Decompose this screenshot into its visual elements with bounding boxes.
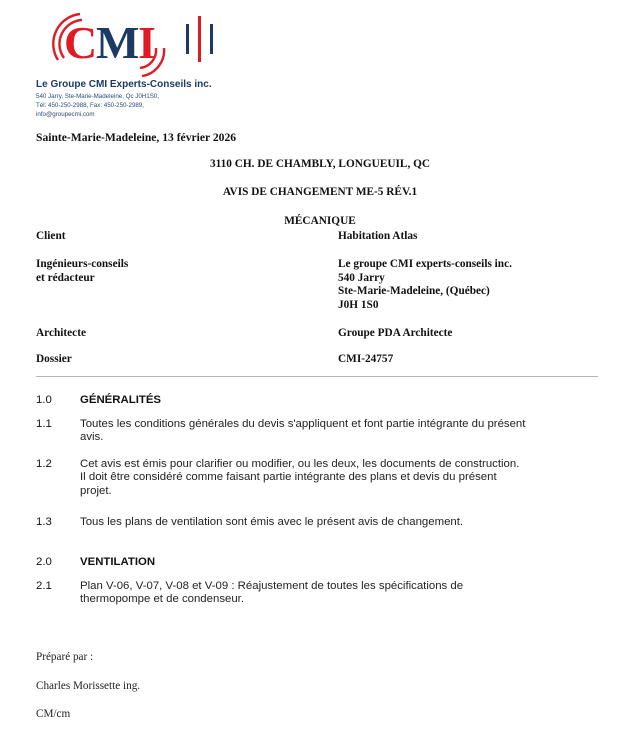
item-2-1-line: thermopompe et de condenseur. (80, 593, 245, 606)
logo-letter-m: M (96, 17, 140, 68)
dossier-label: Dossier (36, 353, 72, 365)
item-1-3-text (80, 516, 605, 529)
engineers-city: Ste-Marie-Madeleine, (Québec) (338, 285, 490, 297)
document-title: AVIS DE CHANGEMENT ME-5 RÉV.1 (222, 186, 418, 198)
initials: CM/cm (36, 708, 71, 720)
divider (36, 376, 598, 377)
item-1-2-number: 1.2 (36, 458, 52, 470)
discipline-title: MÉCANIQUE (284, 215, 356, 227)
section-1-title: GÉNÉRALITÉS (80, 394, 162, 406)
item-1-3-number: 1.3 (36, 516, 52, 528)
logo-letter-c: C (64, 17, 98, 68)
section-2-number: 2.0 (36, 556, 52, 568)
item-2-1-text (80, 580, 605, 607)
item-1-2-line: Cet avis est émis pour clarifier ou modifier, ou les deux, les documents de construction. (80, 458, 520, 470)
client-value: Habitation Atlas (338, 230, 418, 242)
company-logo (36, 6, 226, 78)
client-label: Client (36, 230, 66, 242)
item-1-2-text (80, 458, 605, 498)
item-1-2-line: Il doit être considéré comme faisant partie intégrante des plans et devis du présent (80, 471, 497, 484)
dossier-value: CMI-24757 (338, 353, 394, 365)
section-2-title: VENTILATION (80, 556, 156, 568)
logo-bar-2 (198, 16, 201, 62)
item-1-2-line: projet. (80, 484, 112, 497)
engineers-value (338, 258, 512, 312)
company-email: info@groupecmi.com (36, 111, 95, 118)
engineers-label-line-1: Ingénieurs-conseils (36, 258, 129, 270)
item-1-3-line: Tous les plans de ventilation sont émis avec le présent avis de changement. (80, 516, 464, 528)
item-1-1-line: Toutes les conditions générales du devis s'appliquent et font partie intégrante du présent (80, 418, 526, 430)
item-1-1-number: 1.1 (36, 418, 52, 430)
prepared-by-label: Préparé par : (36, 651, 94, 663)
project-address: 3110 CH. DE CHAMBLY, LONGUEUIL, QC (209, 158, 431, 170)
logo-bar-3 (210, 24, 213, 54)
engineers-postal-code: J0H 1S0 (338, 298, 379, 311)
engineers-label (36, 258, 128, 285)
architect-value: Groupe PDA Architecte (338, 327, 453, 339)
item-2-1-number: 2.1 (36, 580, 52, 592)
company-phone-fax: Tél: 450-250-2988, Fax: 450-250-2989, (36, 102, 145, 109)
section-1-number: 1.0 (36, 394, 52, 406)
logo-bar-1 (186, 24, 189, 54)
company-name: Le Groupe CMI Experts-Conseils inc. (36, 79, 212, 90)
company-address: 540 Jarry, Ste-Marie-Madeleine, Qc J0H1S0, (36, 93, 159, 100)
logo-letter-i: I (138, 17, 156, 68)
date-line: Sainte-Marie-Madeleine, 13 février 2026 (36, 131, 237, 144)
architect-label: Architecte (36, 327, 86, 339)
item-2-1-line: Plan V-06, V-07, V-08 et V-09 : Réajustement de toutes les spécifications de (80, 580, 464, 592)
item-1-1-line: avis. (80, 431, 104, 444)
engineers-street: 540 Jarry (338, 271, 385, 284)
preparer-name: Charles Morissette ing. (36, 680, 141, 692)
engineers-label-line-2: et rédacteur (36, 271, 95, 284)
engineers-company: Le groupe CMI experts-conseils inc. (338, 258, 512, 270)
item-1-1-text (80, 418, 605, 445)
